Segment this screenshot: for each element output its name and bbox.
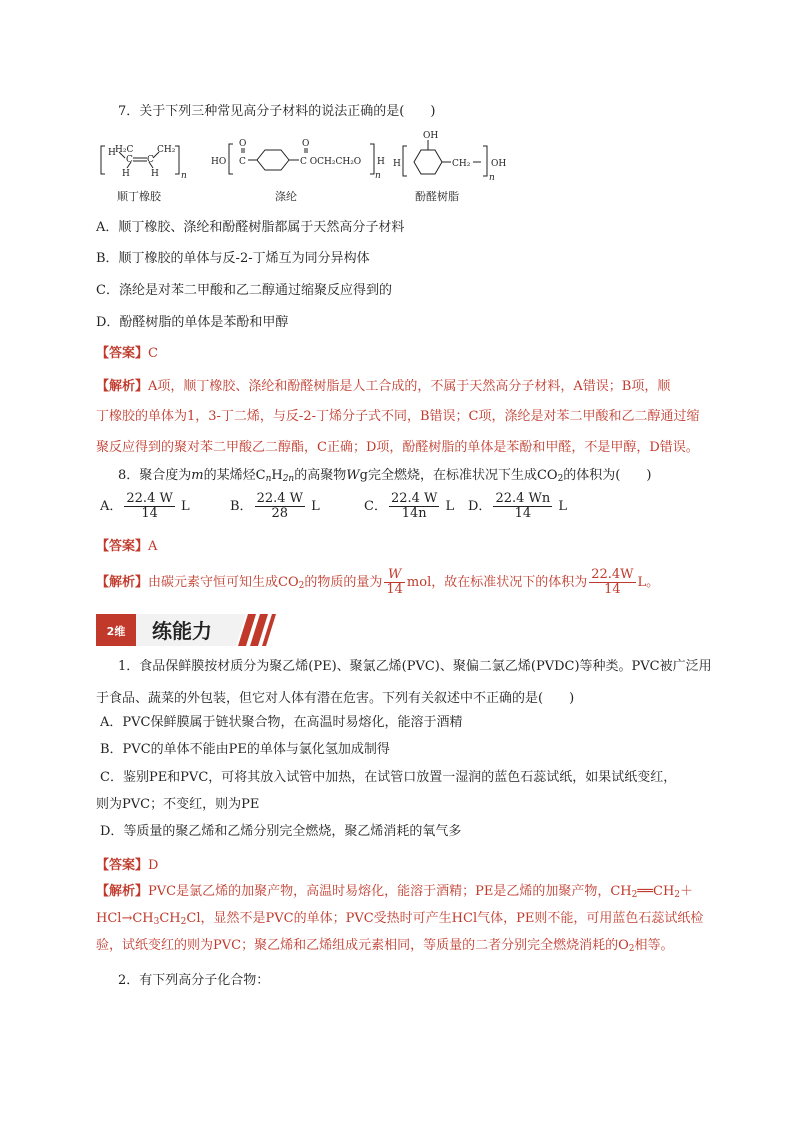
struct2-h: H bbox=[377, 157, 385, 167]
polymer-structures bbox=[95, 128, 515, 208]
struct2-o1: O bbox=[239, 139, 247, 149]
q8-answer: 【答案】A bbox=[96, 539, 158, 554]
q8-option-a: A． $\frac{22.4 W}{14}$ L bbox=[100, 491, 190, 521]
q7-stem: 7．关于下列三种常见高分子材料的说法正确的是( ) bbox=[118, 104, 436, 119]
q7-option-b: B．顺丁橡胶的单体与反-2-丁烯互为同分异构体 bbox=[96, 251, 370, 266]
struct2-n: n bbox=[375, 171, 381, 181]
p1-option-d: D．等质量的聚乙烯和乙烯分别完全燃烧，聚乙烯消耗的氧气多 bbox=[100, 824, 462, 839]
q7-option-a: A．顺丁橡胶、涤纶和酚醛树脂都属于天然高分子材料 bbox=[96, 220, 405, 235]
struct3-h: H bbox=[393, 159, 401, 169]
q8-option-c: C． $\frac{22.4 W}{14n}$ L bbox=[364, 491, 455, 521]
p1-stem-line1: 1．食品保鲜膜按材质分为聚乙烯(PE)、聚氯乙烯(PVC)、聚偏二氯乙烯(PVDC)等种类。PVC被广泛用 bbox=[118, 659, 712, 674]
q8-analysis: 【解析】由碳元素守恒可知生成$CO_2$的物质的量为 $\frac{W}{14}$ mol，故在标准状况下的体积为 $\frac{22.4W}{14}$ L。 bbox=[96, 567, 660, 597]
p1-option-c2: 则为PVC；不变红，则为PE bbox=[96, 797, 260, 812]
q7-option-d: D．酚醛树脂的单体是苯酚和甲醇 bbox=[96, 315, 289, 330]
struct1-h2: H bbox=[122, 169, 130, 179]
p1-option-c1: C．鉴别PE和PVC，可将其放入试管中加热，在试管口放置一湿润的蓝色石蕊试纸，如果试纸变红， bbox=[100, 770, 677, 785]
answer-label: 【答案】 bbox=[96, 346, 149, 361]
struct1-ch2b: CH₂ bbox=[157, 145, 176, 155]
p1-analysis-line2: $HCl\to CH_3CH_2Cl$，显然不是PVC的单体；PVC受热时可产生HCl气体，PE则不能，可用蓝色石蕊试纸检 bbox=[96, 911, 704, 927]
p2-stem: 2．有下列高分子化合物： bbox=[118, 973, 270, 988]
q7-analysis-line2: 丁橡胶的单体为1，3-丁二烯，与反-2-丁烯分子式不同，B错误；C项，涤纶是对苯二甲酸和乙二醇通过缩 bbox=[96, 409, 700, 424]
struct3-oh1: OH bbox=[423, 131, 439, 141]
struct2-ho: HO bbox=[211, 157, 227, 167]
struct2-o2: O bbox=[302, 139, 310, 149]
analysis-label: 【解析】 bbox=[96, 379, 149, 394]
q7-option-c: C．涤纶是对苯二甲酸和乙二醇通过缩聚反应得到的 bbox=[96, 283, 392, 298]
struct1-c2: C bbox=[147, 155, 154, 165]
section-banner bbox=[96, 610, 276, 650]
struct1-ch2a: H₂C bbox=[115, 145, 134, 155]
q8-option-b: B． $\frac{22.4 W}{28}$ L bbox=[230, 491, 320, 521]
struct1-c1: C bbox=[126, 155, 133, 165]
struct1-name: 顺丁橡胶 bbox=[117, 190, 161, 203]
struct3-oh2: OH bbox=[491, 159, 507, 169]
p1-stem-line2: 于食品、蔬菜的外包装，但它对人体有潜在危害。下列有关叙述中不正确的是( ) bbox=[96, 691, 575, 706]
struct2-name: 涤纶 bbox=[275, 190, 297, 203]
p1-option-b: B．PVC的单体不能由PE的单体与氯化氢加成制得 bbox=[100, 742, 390, 757]
q7-answer bbox=[96, 345, 158, 363]
struct3-name: 酚醛树脂 bbox=[415, 190, 459, 203]
struct1-n: n bbox=[181, 171, 187, 181]
struct2-c1: C bbox=[239, 157, 246, 167]
p1-option-a: A．PVC保鲜膜属于链状聚合物，在高温时易熔化，能溶于酒精 bbox=[100, 715, 463, 730]
q7-analysis-line1: 【解析】A项，顺丁橡胶、涤纶和酚醛树脂是人工合成的，不属于天然高分子材料，A错误；B项，顺 bbox=[96, 379, 671, 394]
q8-stem: 8．聚合度为m的某烯烃$C_nH_{2n}$的高聚物Wg完全燃烧，在标准状况下生成$CO_2$的体积为( ) bbox=[118, 468, 652, 484]
answer-value: C bbox=[148, 346, 158, 361]
q7-analysis-line3: 聚反应得到的聚对苯二甲酸乙二醇酯，C正确；D项，酚醛树脂的单体是苯酚和甲醛，不是甲醇，D错误。 bbox=[96, 440, 699, 455]
section-badge: 2维 bbox=[106, 625, 126, 638]
section-title: 练能力 bbox=[152, 619, 212, 643]
p1-answer: 【答案】D bbox=[96, 858, 159, 873]
struct1-h3: H bbox=[151, 169, 159, 179]
q8-option-d: D． $\frac{22.4 Wn}{14}$ L bbox=[468, 491, 568, 521]
struct3-n: n bbox=[489, 173, 495, 183]
p1-analysis-line3: 验，试纸变红的则为PVC；聚乙烯和乙烯组成元素相同，等质量的二者分别完全燃烧消耗的$O_2$相等。 bbox=[96, 938, 674, 954]
struct3-ch2: CH₂ bbox=[452, 159, 471, 169]
p1-analysis-line1: 【解析】PVC是氯乙烯的加聚产物，高温时易熔化，能溶于酒精；PE是乙烯的加聚产物，$CH_2══CH_2+$ bbox=[96, 884, 694, 900]
struct2-rest: C OCH₂CH₂O bbox=[300, 157, 362, 167]
struct1-h1: H bbox=[108, 148, 116, 158]
